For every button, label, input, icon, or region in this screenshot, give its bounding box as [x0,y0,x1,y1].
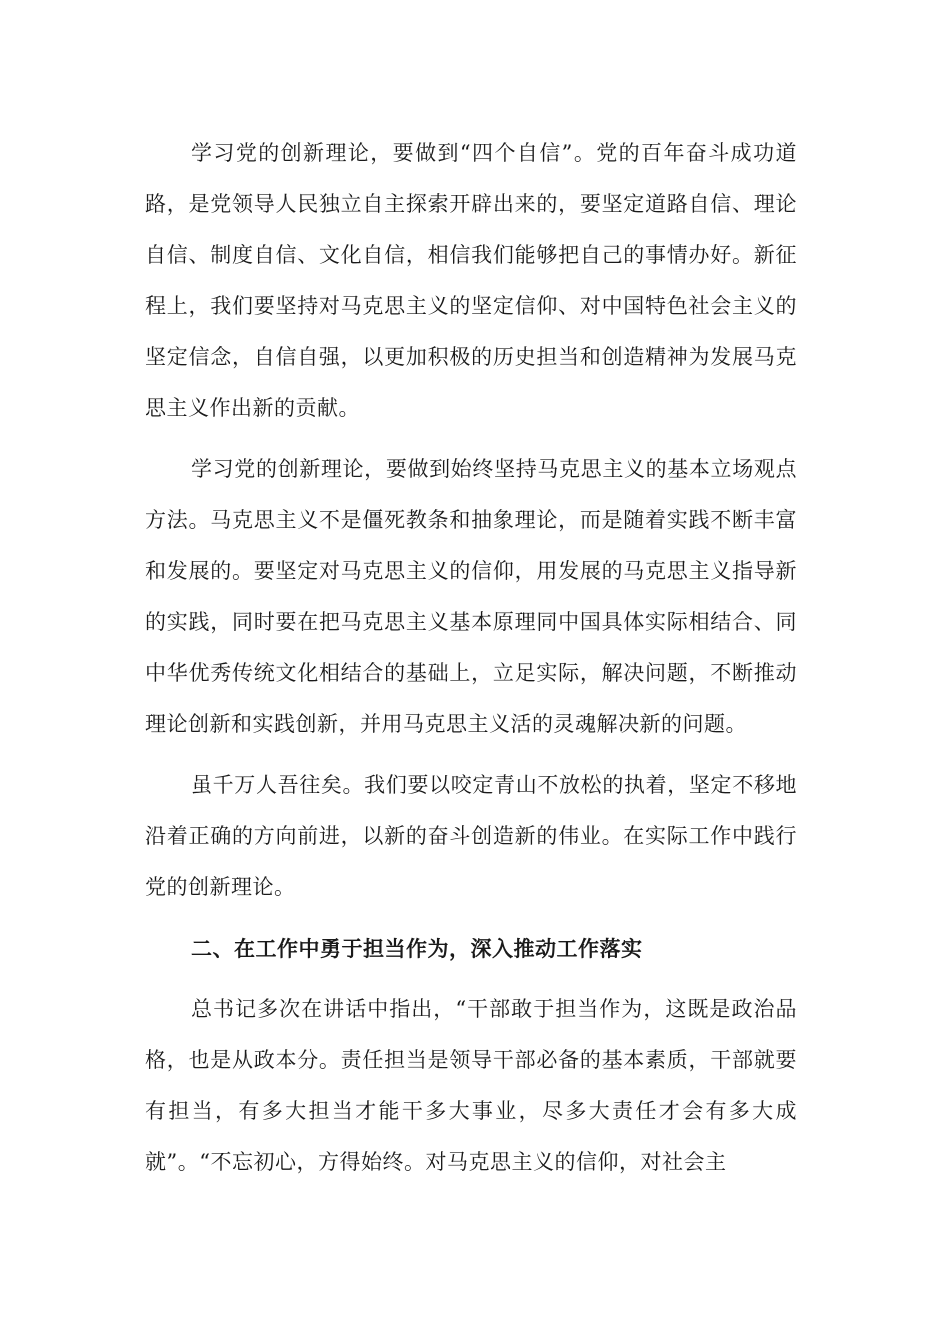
paragraph-forward: 虽千万人吾往矣。我们要以咬定青山不放松的执着，坚定不移地沿着正确的方向前进，以新的奋斗创造新的伟业。在实际工作中践行党的创新理论。 [145,773,797,899]
paragraph-responsibility: 总书记多次在讲话中指出，“干部敢于担当作为，这既是政治品格，也是从政本分。责任担当是领导干部必备的基本素质，干部就要有担当，有多大担当才能干多大事业，尽多大责任才会有多大成就”。“不忘初心，方得始终。对马克思主义的信仰，对社会主 [145,997,797,1174]
document-body [145,128,797,1188]
paragraph-four-confidences: 学习党的创新理论，要做到“四个自信”。党的百年奋斗成功道路，是党领导人民独立自主探索开辟出来的，要坚定道路自信、理论自信、制度自信、文化自信，相信我们能够把自己的事情办好。新征程上，我们要坚持对马克思主义的坚定信仰、对中国特色社会主义的坚定信念，自信自强，以更加积极的历史担当和创造精神为发展马克思主义作出新的贡献。 [145,141,797,420]
paragraph-marxist-method: 学习党的创新理论，要做到始终坚持马克思主义的基本立场观点方法。马克思主义不是僵死教条和抽象理论，而是随着实践不断丰富和发展的。要坚定对马克思主义的信仰，用发展的马克思主义指导新的实践，同时要在把马克思主义基本原理同中国具体实际相结合、同中华优秀传统文化相结合的基础上，立足实际，解决问题，不断推动理论创新和实践创新，并用马克思主义活的灵魂解决新的问题。 [145,457,797,736]
section-heading-two: 二、在工作中勇于担当作为，深入推动工作落实 [191,936,643,961]
